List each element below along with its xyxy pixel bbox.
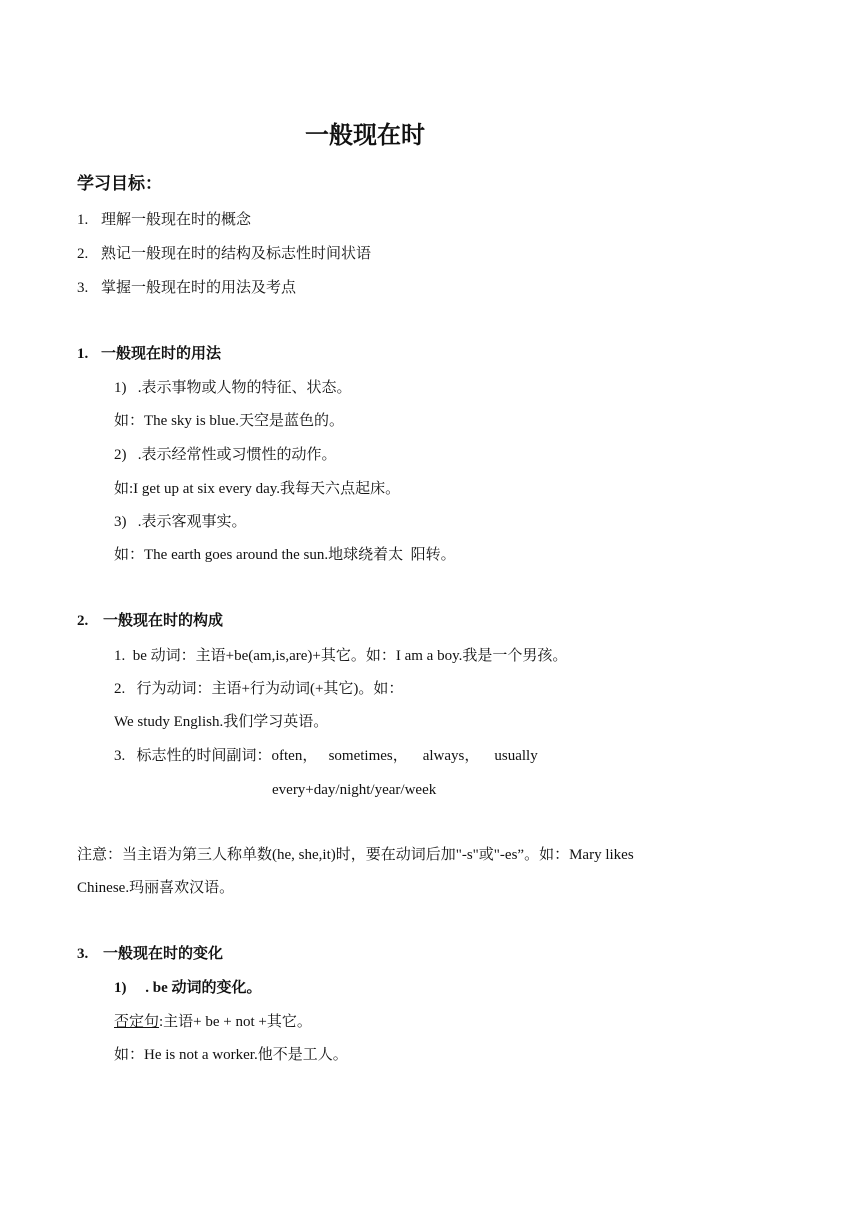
objective-item: 熟记一般现在时的结构及标志性时间状语 — [101, 246, 372, 262]
objectives-heading: 学习目标： — [77, 174, 162, 194]
section-heading: 一般现在时的用法 — [101, 346, 222, 362]
example-line: 如：The sky is blue.天空是蓝色的。 — [114, 413, 344, 429]
objective-item: 理解一般现在时的概念 — [101, 212, 252, 228]
section-number: 3. — [77, 946, 89, 962]
subsection-heading: 1) . be 动词的变化。 — [114, 980, 262, 996]
section-heading: 一般现在时的变化 — [103, 946, 224, 962]
objective-item: 掌握一般现在时的用法及考点 — [101, 280, 297, 296]
example-line: 如：He is not a worker.他不是工人。 — [114, 1047, 348, 1063]
text-line: 1) .表示事物或人物的特征、状态。 — [114, 380, 352, 396]
section-number: 1. — [77, 346, 89, 362]
text-line: 3) .表示客观事实。 — [114, 514, 247, 530]
objective-number: 1. — [77, 212, 89, 228]
section-heading: 一般现在时的构成 — [103, 613, 224, 629]
note-line: 注意：当主语为第三人称单数(he, she,it)时，要在动词后加"-s"或"-es”。如：Mary likes — [77, 847, 634, 863]
note-line: Chinese.玛丽喜欢汉语。 — [77, 880, 235, 896]
objective-number: 3. — [77, 280, 89, 296]
text-line: 1. be 动词：主语+be(am,is,are)+其它。如：I am a boy.我是一个男孩。 — [114, 648, 568, 664]
negative-label: 否定句 — [114, 1014, 160, 1030]
negative-sentence-line — [114, 1013, 312, 1031]
text-line: 3. 标志性的时间副词：often， sometimes， always， usually — [114, 748, 538, 764]
text-line: 2) .表示经常性或习惯性的动作。 — [114, 447, 337, 463]
text-line: every+day/night/year/week — [272, 782, 437, 798]
negative-rule: :主语+ be + not +其它。 — [159, 1014, 312, 1030]
objective-number: 2. — [77, 246, 89, 262]
example-line: We study English.我们学习英语。 — [114, 714, 329, 730]
text-line: 2. 行为动词：主语+行为动词(+其它)。如： — [114, 681, 404, 697]
example-line: 如：The earth goes around the sun.地球绕着太 阳转。 — [114, 547, 456, 563]
page-title: 一般现在时 — [305, 121, 425, 149]
example-line: 如:I get up at six every day.我每天六点起床。 — [114, 481, 401, 497]
section-number: 2. — [77, 613, 89, 629]
